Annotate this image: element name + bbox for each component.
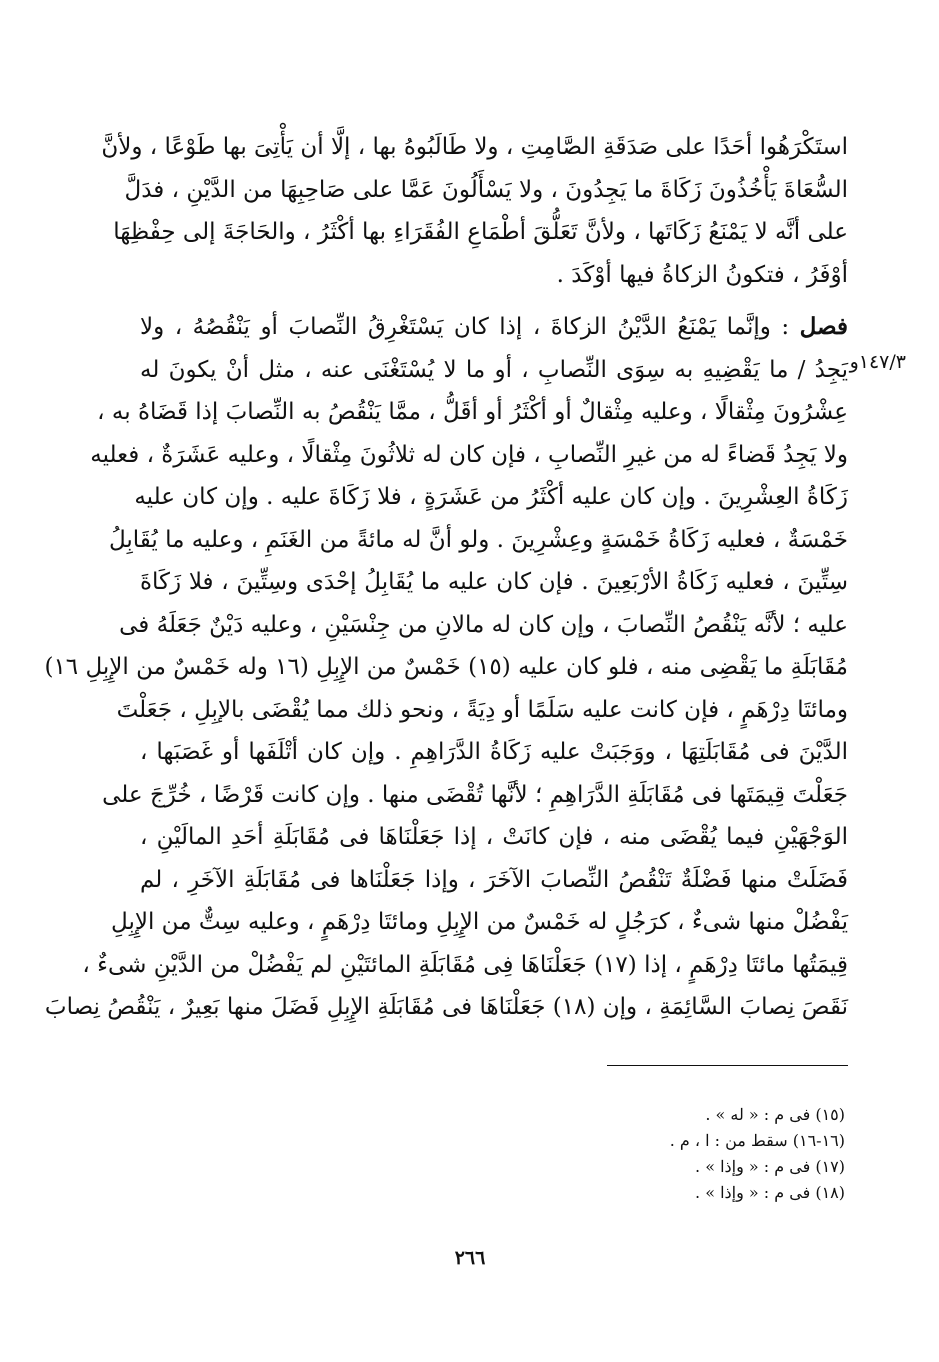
text-line: الوَجْهَيْنِ فيما يُقْضَى منه ، فإن كانَتْ ، إذا جَعَلْنَاهَا فى مُقَابَلَةِ أحَدِ المالَيْنِ ، [140, 824, 848, 850]
text-line: استَكْرَهُوا أحَدًا على صَدَقَةِ الصَّامِتِ ، ولا طَالَبُوهُ بها ، إلَّا أن يَأْتِىَ بها طَوْعًا ، ولأنَّ [101, 134, 848, 160]
text-line: خَمْسَةٌ ، فعليه زَكَاةُ خَمْسَةٍ وعِشْرِينَ . ولو أنَّ له مائةً من الغَنَمِ ، وعليه ما يُقَابِلُ [108, 526, 848, 553]
text-line: زَكَاةُ العِشْرِينَ . وإن كان عليه أكْثَرُ من عَشَرَةٍ ، فلا زَكَاةَ عليه . وإن كان عليه [134, 484, 848, 510]
text-line [140, 306, 848, 349]
footnote-16: (١٦-١٦) سقط من : ا ، م . [669, 1131, 845, 1150]
text-line: الدَّيْنَ فى مُقَابَلَتِهَا ، ووَجَبَتْ عليه زَكَاةُ الدَّرَاهِمِ . وإن كان أتْلَفَها أو غَصَبَها ، [140, 739, 848, 765]
footnote-18: (١٨) فى م : « وإذا » . [695, 1183, 845, 1202]
text-line: قِيمَتُها مائتَا دِرْهَمٍ ، إذا (١٧) جَعَلْنَاهَا فِى مُقَابَلَةِ المائتَيْنِ لم يَفْضُلْ من الدَّيْنِ شىءٌ ، [82, 951, 848, 978]
footnotes [540, 1102, 845, 1206]
text-line: على أنَّه لا يَمْنَعُ زَكَاتَها ، ولأنَّ تَعَلُّقَ أطْمَاعِ الفُقَرَاءِ بها أكْثَرُ ، والحَاجَةَ إلى حِفْظِهَا [113, 219, 848, 245]
section-heading-fasl: فصل [799, 313, 848, 340]
text-line: سِتِّينَ ، فعليه زَكَاةُ الأرْبَعِينَ . فإن كان عليه ما يُقَابِلُ إحْدَى وسِتِّينَ ، فلا زَكَاةَ [140, 569, 848, 595]
paragraph-1 [101, 126, 848, 296]
text-line: عليه ؛ لأنَّه يَنْقُصُ النِّصابَ ، وإن كان له مالانِ من جِنْسَيْنِ ، وعليه دَيْنٌ جَعَلَهُ فى [119, 611, 848, 638]
text-line: فَضَلَتْ منها فَضْلَةٌ تَنْقُصُ النِّصابَ الآخَرَ ، وإذا جَعَلْنَاها فى مُقَابَلَةِ الآخَرِ ، لم [140, 866, 848, 893]
footnote-15: (١٥) فى م : « له » . [705, 1105, 845, 1124]
text-line: ومائتَا دِرْهَمٍ ، فإن كانت عليه سَلَمًا أو دِيَةً ، ونحو ذلك مما يُقْضَى بالإبِلِ ، جَعَلْتَ [116, 696, 848, 723]
paragraph-2 [44, 306, 848, 1029]
text-line: نَقَصَ نِصابَ السَّائِمَةِ ، وإن (١٨) جَعَلْنَاهَا فى مُقَابَلَةِ الإِبِلِ فَضَلَ منها بَعِيرٌ ، يَنْقُصُ نِصابَ [44, 994, 848, 1020]
text-line: يَجِدُ / ما يَقْضِيهِ به سِوَى النِّصابِ ، أو ما لا يُسْتَغْنَى عنه ، مثل أنْ يكونَ له [140, 356, 848, 383]
text-line: مُقَابَلَةِ ما يَقْضِى منه ، فلو كان عليه (١٥) خَمْسٌ من الإِبِلِ (١٦ وله خَمْسٌ من الإِبِلِ ١٦) [44, 654, 848, 680]
folio-margin-note: ١٤٧/٣و [849, 351, 906, 373]
footnote-divider [607, 1065, 848, 1066]
text-line: يَفْضُلْ منها شىءٌ ، كرَجُلٍ له خَمْسٌ من الإِبِلِ ومائتَا دِرْهَمٍ ، وعليه سِتٌّ من الإِبِلِ [111, 909, 848, 935]
footnote-17: (١٧) فى م : « وإذا » . [695, 1157, 845, 1176]
text-line: عِشْرُونَ مِثْقالًا ، وعليه مِثْقالٌ أو أكْثَرُ أو أقَلُّ ، ممَّا يَنْقُصُ به النِّصابَ إذا قَضَاهُ به ، [97, 399, 848, 425]
text-line-remainder: : وإنَّما يَمْنَعُ الدَّيْنُ الزكاةَ ، إذا كان يَسْتَغْرِقُ النِّصابَ أو يَنْقُصُهُ ، ولا [140, 314, 790, 340]
text-line: أوْفَرُ ، فتكونُ الزكاةُ فيها أوْكَدَ . [556, 261, 848, 288]
page-number: ٢٦٦ [454, 1247, 486, 1269]
text-line: السُّعَاةَ يَأْخُذُونَ زَكَاةَ ما يَجِدُونَ ، ولا يَسْأَلُونَ عَمَّا على صَاحِبِهَا من الدَّيْنِ ، فدَلَّ [124, 176, 848, 203]
body-text [44, 126, 848, 1029]
text-line: جَعَلْتَ قِيمَتَها فى مُقَابَلَةِ الدَّرَاهِمِ ؛ لأنَّها تُقْضَى منها . وإن كانت قَرْضًا ، خُرِّجَ على [102, 781, 848, 808]
text-line: ولا يَجِدُ قَضاءً له من غيرِ النِّصابِ ، فإن كان له ثلاثُونَ مِثْقالًا ، وعليه عَشَرَةٌ ، فعليه [90, 441, 848, 468]
paragraph-gap [140, 296, 848, 306]
